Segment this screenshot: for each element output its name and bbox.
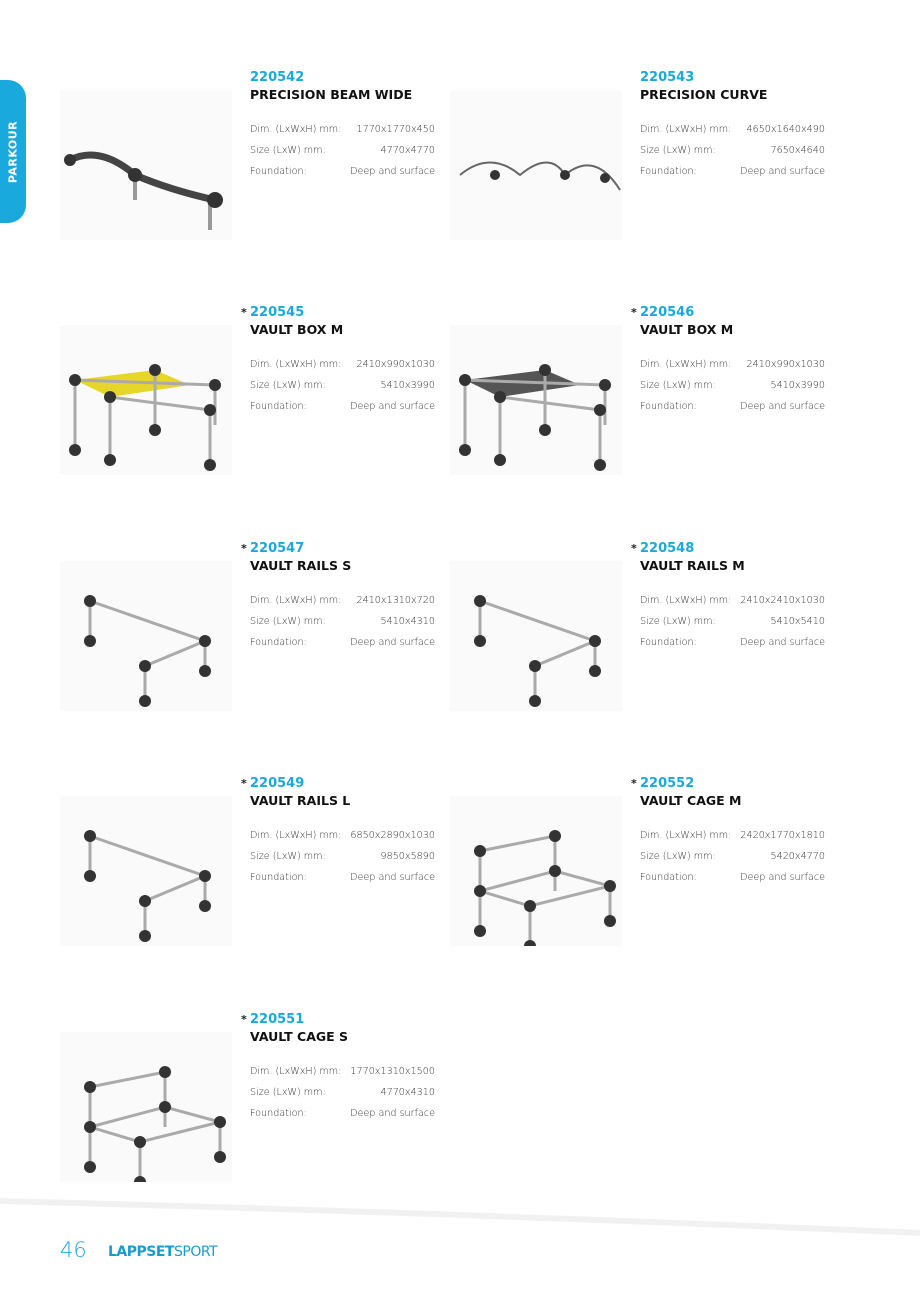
spec-row-dim: Dim. (LxWxH) mm: 2410x990x1030 (640, 359, 825, 370)
star-marker: * (241, 306, 247, 319)
product-name: VAULT RAILS L (250, 793, 351, 808)
spec-row-dim: Dim. (LxWxH) mm: 2410x990x1030 (250, 359, 435, 370)
page-number: 46 (60, 1238, 87, 1262)
spec-table (640, 124, 825, 187)
product-220543 (450, 70, 830, 250)
star-marker: * (631, 306, 637, 319)
star-marker: * (241, 542, 247, 555)
spec-row-foundation: Foundation: Deep and surface (250, 1108, 435, 1119)
product-name: PRECISION BEAM WIDE (250, 87, 413, 102)
spec-row-size: Size (LxW) mm: 5420x4770 (640, 851, 825, 862)
product-220542 (60, 70, 440, 250)
product-220551 (60, 1012, 440, 1192)
spec-row-foundation: Foundation: Deep and surface (250, 872, 435, 883)
product-220545 (60, 305, 440, 485)
spec-row-size: Size (LxW) mm: 5410x4310 (250, 616, 435, 627)
spec-row-dim: Dim. (LxWxH) mm: 6850x2890x1030 (250, 830, 435, 841)
product-image (60, 90, 232, 240)
spec-row-foundation: Foundation: Deep and surface (640, 637, 825, 648)
product-code: * 220547 (241, 541, 305, 556)
product-info (640, 70, 825, 187)
product-code: * 220552 (631, 776, 695, 791)
section-tab (0, 80, 26, 223)
spec-row-size: Size (LxW) mm: 4770x4310 (250, 1087, 435, 1098)
spec-table (640, 359, 825, 422)
spec-table (250, 1066, 435, 1129)
spec-table (250, 124, 435, 187)
spec-table (640, 830, 825, 893)
spec-row-size: Size (LxW) mm: 4770x4770 (250, 145, 435, 156)
product-code: * 220548 (631, 541, 695, 556)
spec-row-size: Size (LxW) mm: 5410x3990 (640, 380, 825, 391)
product-info (631, 305, 825, 422)
product-code: * 220546 (631, 305, 695, 320)
section-tab-label: PARKOUR (6, 120, 20, 183)
spec-row-foundation: Foundation: Deep and surface (250, 401, 435, 412)
spec-row-foundation: Foundation: Deep and surface (640, 166, 825, 177)
spec-row-dim: Dim. (LxWxH) mm: 4650x1640x490 (640, 124, 825, 135)
spec-row-foundation: Foundation: Deep and surface (250, 637, 435, 648)
brand-logo: LAPPSETSPORT (108, 1244, 218, 1260)
spec-row-dim: Dim. (LxWxH) mm: 2410x1310x720 (250, 595, 435, 606)
spec-row-size: Size (LxW) mm: 5410x3990 (250, 380, 435, 391)
product-image (60, 1032, 232, 1182)
product-name: VAULT CAGE M (640, 793, 742, 808)
product-name: VAULT CAGE S (250, 1029, 349, 1044)
product-image (60, 796, 232, 946)
product-220548 (450, 541, 830, 721)
spec-row-size: Size (LxW) mm: 5410x5410 (640, 616, 825, 627)
spec-row-dim: Dim. (LxWxH) mm: 1770x1770x450 (250, 124, 435, 135)
product-image (450, 325, 622, 475)
footer-curve (0, 1190, 920, 1250)
product-name: VAULT RAILS M (640, 558, 745, 573)
product-info (631, 541, 825, 658)
product-220547 (60, 541, 440, 721)
product-info (631, 776, 825, 893)
product-image (450, 90, 622, 240)
product-name: VAULT RAILS S (250, 558, 352, 573)
product-info (241, 1012, 435, 1129)
spec-table (250, 595, 435, 658)
product-220546 (450, 305, 830, 485)
product-code: 220542 (250, 70, 305, 85)
star-marker: * (241, 1013, 247, 1026)
product-code: * 220549 (241, 776, 305, 791)
spec-row-dim: Dim. (LxWxH) mm: 1770x1310x1500 (250, 1066, 435, 1077)
product-info (241, 776, 435, 893)
product-code: * 220551 (241, 1012, 305, 1027)
spec-row-size: Size (LxW) mm: 7650x4640 (640, 145, 825, 156)
spec-row-foundation: Foundation: Deep and surface (640, 872, 825, 883)
product-220552 (450, 776, 830, 956)
product-name: VAULT BOX M (250, 322, 344, 337)
star-marker: * (631, 542, 637, 555)
product-image (450, 796, 622, 946)
product-info (250, 70, 435, 187)
spec-row-foundation: Foundation: Deep and surface (640, 401, 825, 412)
spec-row-size: Size (LxW) mm: 9850x5890 (250, 851, 435, 862)
spec-table (250, 830, 435, 893)
spec-row-dim: Dim. (LxWxH) mm: 2420x1770x1810 (640, 830, 825, 841)
product-image (60, 561, 232, 711)
spec-row-dim: Dim. (LxWxH) mm: 2410x2410x1030 (640, 595, 825, 606)
product-name: PRECISION CURVE (640, 87, 768, 102)
product-220549 (60, 776, 440, 956)
product-image (60, 325, 232, 475)
spec-table (640, 595, 825, 658)
star-marker: * (631, 777, 637, 790)
star-marker: * (241, 777, 247, 790)
product-code: * 220545 (241, 305, 305, 320)
product-code: 220543 (640, 70, 695, 85)
spec-row-foundation: Foundation: Deep and surface (250, 166, 435, 177)
product-image (450, 561, 622, 711)
product-info (241, 305, 435, 422)
product-info (241, 541, 435, 658)
spec-table (250, 359, 435, 422)
product-name: VAULT BOX M (640, 322, 734, 337)
